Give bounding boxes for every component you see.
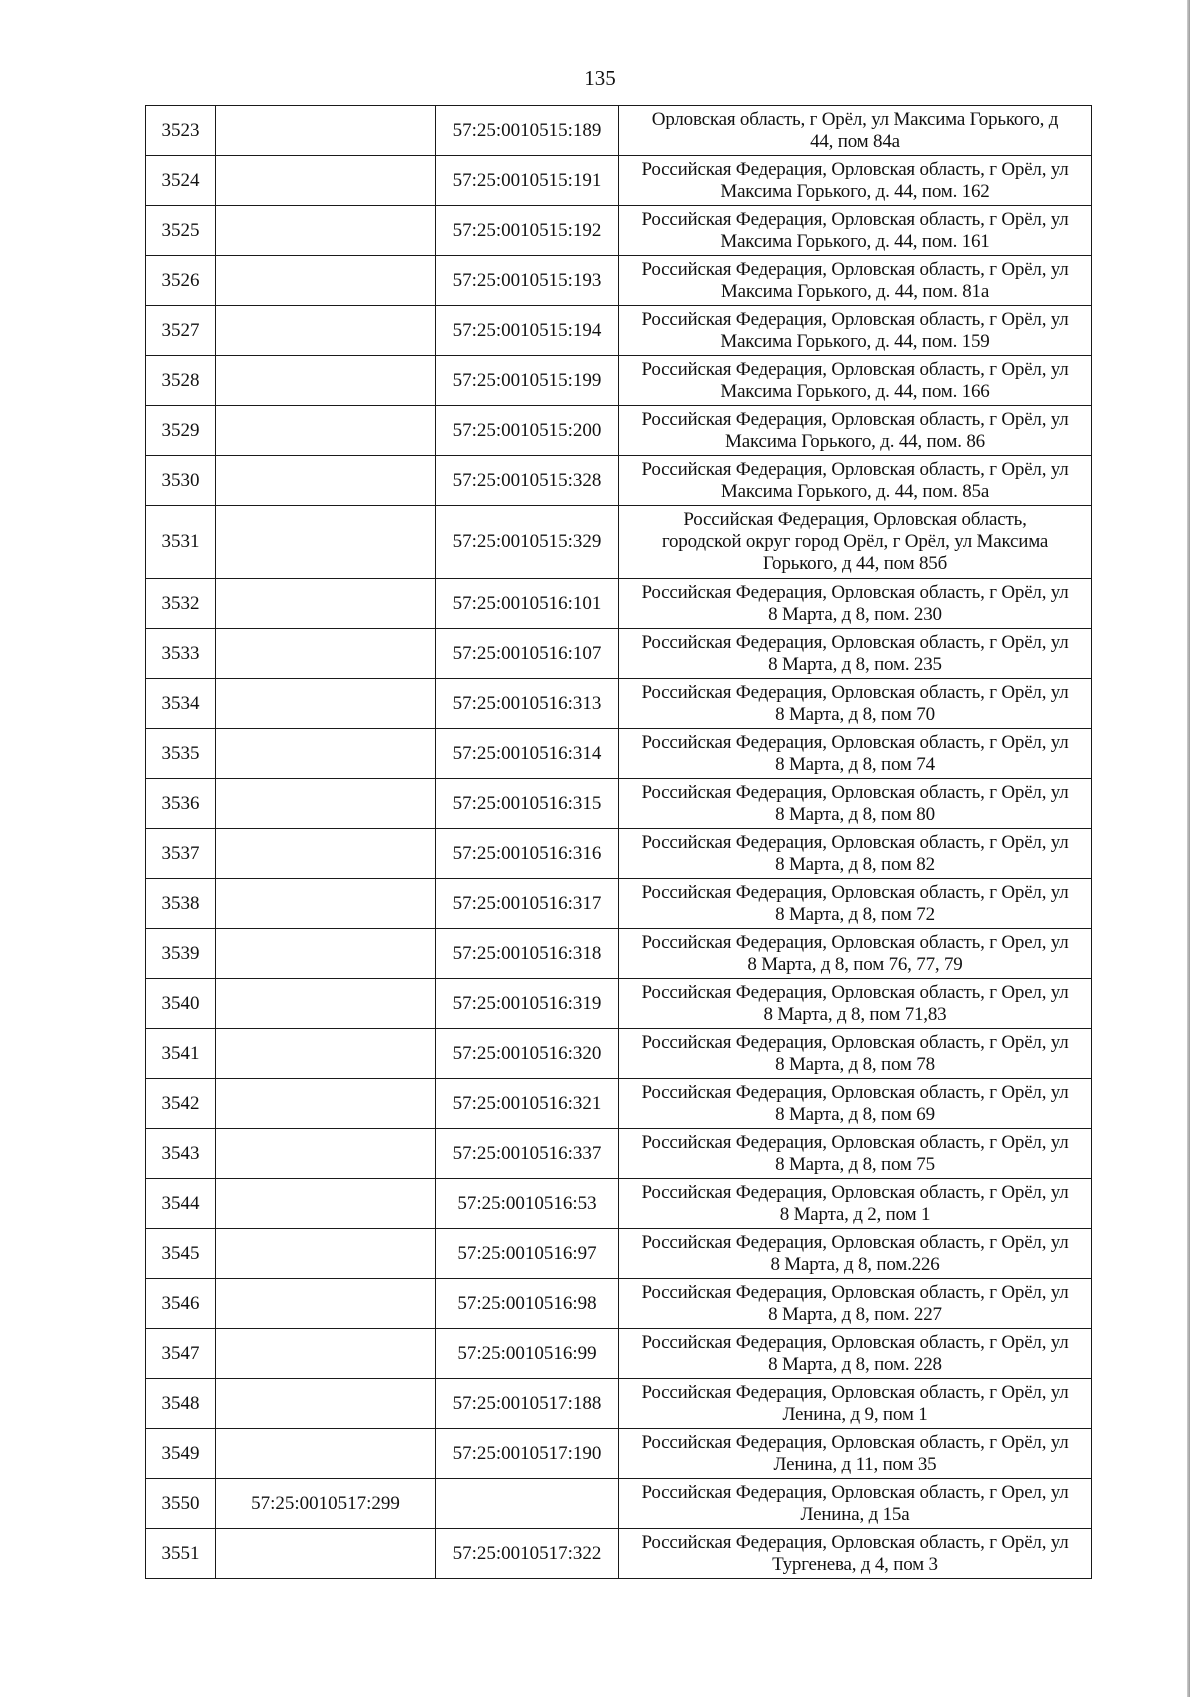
premises-cadastral-number-cell	[436, 1479, 619, 1529]
address-cell: Российская Федерация, Орловская область, г Орёл, ул Максима Горького, д. 44, пом. 81а	[619, 256, 1092, 306]
row-number-cell: 3537	[146, 829, 216, 879]
premises-cadastral-number-cell: 57:25:0010517:190	[436, 1429, 619, 1479]
address-cell: Российская Федерация, Орловская область, г Орел, ул Ленина, д 15а	[619, 1479, 1092, 1529]
premises-cadastral-number-cell: 57:25:0010516:319	[436, 979, 619, 1029]
row-number-cell: 3545	[146, 1229, 216, 1279]
premises-cadastral-number-cell: 57:25:0010516:99	[436, 1329, 619, 1379]
row-number-cell: 3527	[146, 306, 216, 356]
row-number-cell: 3528	[146, 356, 216, 406]
premises-cadastral-number-cell: 57:25:0010516:98	[436, 1279, 619, 1329]
address-cell: Российская Федерация, Орловская область, г Орёл, ул Максима Горького, д. 44, пом. 159	[619, 306, 1092, 356]
row-number-cell: 3525	[146, 206, 216, 256]
table-row	[146, 829, 1092, 879]
premises-cadastral-number-cell: 57:25:0010516:317	[436, 879, 619, 929]
cadastral-number-cell	[216, 729, 436, 779]
table-row	[146, 879, 1092, 929]
address-cell: Российская Федерация, Орловская область, г Орёл, ул Максима Горького, д. 44, пом. 166	[619, 356, 1092, 406]
row-number-cell: 3543	[146, 1129, 216, 1179]
cadastral-number-cell	[216, 1379, 436, 1429]
row-number-cell: 3530	[146, 456, 216, 506]
table-row	[146, 1529, 1092, 1579]
address-cell: Российская Федерация, Орловская область, г Орёл, ул 8 Марта, д 8, пом. 227	[619, 1279, 1092, 1329]
table-row	[146, 979, 1092, 1029]
premises-cadastral-number-cell: 57:25:0010515:193	[436, 256, 619, 306]
cadastral-number-cell	[216, 1179, 436, 1229]
table-row	[146, 1179, 1092, 1229]
row-number-cell: 3531	[146, 506, 216, 579]
premises-cadastral-number-cell: 57:25:0010515:189	[436, 106, 619, 156]
cadastral-number-cell	[216, 1329, 436, 1379]
address-cell: Российская Федерация, Орловская область, г Орёл, ул 8 Марта, д 8, пом.226	[619, 1229, 1092, 1279]
row-number-cell: 3541	[146, 1029, 216, 1079]
table-row	[146, 1429, 1092, 1479]
cadastral-number-cell	[216, 929, 436, 979]
table-row	[146, 1479, 1092, 1529]
address-cell: Российская Федерация, Орловская область, г Орёл, ул Максима Горького, д. 44, пом. 162	[619, 156, 1092, 206]
row-number-cell: 3546	[146, 1279, 216, 1329]
table-row	[146, 729, 1092, 779]
premises-cadastral-number-cell: 57:25:0010516:320	[436, 1029, 619, 1079]
address-cell: Российская Федерация, Орловская область, г Орёл, ул 8 Марта, д 8, пом 70	[619, 679, 1092, 729]
table-row	[146, 1279, 1092, 1329]
row-number-cell: 3542	[146, 1079, 216, 1129]
cadastral-number-cell: 57:25:0010517:299	[216, 1479, 436, 1529]
row-number-cell: 3533	[146, 629, 216, 679]
premises-cadastral-number-cell: 57:25:0010517:188	[436, 1379, 619, 1429]
scan-edge	[1187, 0, 1190, 1697]
premises-cadastral-number-cell: 57:25:0010516:107	[436, 629, 619, 679]
row-number-cell: 3532	[146, 579, 216, 629]
cadastral-number-cell	[216, 156, 436, 206]
table-row	[146, 929, 1092, 979]
cadastral-number-cell	[216, 406, 436, 456]
table-row	[146, 779, 1092, 829]
address-cell: Российская Федерация, Орловская область, г Орёл, ул 8 Марта, д 8, пом 80	[619, 779, 1092, 829]
address-cell: Российская Федерация, Орловская область, г Орёл, ул 8 Марта, д 8, пом. 228	[619, 1329, 1092, 1379]
table-row	[146, 679, 1092, 729]
address-cell: Российская Федерация, Орловская область, г Орёл, ул 8 Марта, д 8, пом 75	[619, 1129, 1092, 1179]
premises-cadastral-number-cell: 57:25:0010516:318	[436, 929, 619, 979]
premises-cadastral-number-cell: 57:25:0010517:322	[436, 1529, 619, 1579]
premises-cadastral-number-cell: 57:25:0010515:200	[436, 406, 619, 456]
address-cell: Российская Федерация, Орловская область, г Орёл, ул Максима Горького, д. 44, пом. 85а	[619, 456, 1092, 506]
row-number-cell: 3549	[146, 1429, 216, 1479]
cadastral-number-cell	[216, 629, 436, 679]
premises-cadastral-number-cell: 57:25:0010515:328	[436, 456, 619, 506]
row-number-cell: 3523	[146, 106, 216, 156]
address-cell: Российская Федерация, Орловская область, г Орёл, ул 8 Марта, д 8, пом 74	[619, 729, 1092, 779]
table-row	[146, 156, 1092, 206]
table-row	[146, 306, 1092, 356]
row-number-cell: 3551	[146, 1529, 216, 1579]
row-number-cell: 3536	[146, 779, 216, 829]
premises-cadastral-number-cell: 57:25:0010516:313	[436, 679, 619, 729]
page-number: 135	[584, 66, 616, 90]
table-row	[146, 356, 1092, 406]
premises-cadastral-number-cell: 57:25:0010516:321	[436, 1079, 619, 1129]
cadastral-number-cell	[216, 829, 436, 879]
address-cell: Российская Федерация, Орловская область, г Орёл, ул 8 Марта, д 8, пом 78	[619, 1029, 1092, 1079]
cadastral-number-cell	[216, 779, 436, 829]
table-row	[146, 256, 1092, 306]
row-number-cell: 3534	[146, 679, 216, 729]
table-row	[146, 579, 1092, 629]
address-cell: Российская Федерация, Орловская область, г Орел, ул 8 Марта, д 8, пом 71,83	[619, 979, 1092, 1029]
cadastral-number-cell	[216, 356, 436, 406]
cadastral-number-cell	[216, 306, 436, 356]
table-row	[146, 506, 1092, 579]
premises-cadastral-number-cell: 57:25:0010515:199	[436, 356, 619, 406]
cadastral-number-cell	[216, 106, 436, 156]
table-row	[146, 1079, 1092, 1129]
table-row	[146, 456, 1092, 506]
premises-cadastral-number-cell: 57:25:0010516:53	[436, 1179, 619, 1229]
address-cell: Российская Федерация, Орловская область, г Орёл, ул Ленина, д 9, пом 1	[619, 1379, 1092, 1429]
row-number-cell: 3550	[146, 1479, 216, 1529]
premises-cadastral-number-cell: 57:25:0010516:97	[436, 1229, 619, 1279]
row-number-cell: 3547	[146, 1329, 216, 1379]
table-row	[146, 629, 1092, 679]
row-number-cell: 3544	[146, 1179, 216, 1229]
cadastral-number-cell	[216, 1079, 436, 1129]
row-number-cell: 3538	[146, 879, 216, 929]
row-number-cell: 3526	[146, 256, 216, 306]
cadastral-number-cell	[216, 256, 436, 306]
address-cell: Российская Федерация, Орловская область, г Орёл, ул 8 Марта, д 8, пом 69	[619, 1079, 1092, 1129]
cadastral-number-cell	[216, 1529, 436, 1579]
cadastral-number-cell	[216, 879, 436, 929]
cadastral-number-cell	[216, 206, 436, 256]
row-number-cell: 3529	[146, 406, 216, 456]
premises-cadastral-number-cell: 57:25:0010516:314	[436, 729, 619, 779]
cadastral-number-cell	[216, 979, 436, 1029]
cadastral-number-cell	[216, 1279, 436, 1329]
row-number-cell: 3548	[146, 1379, 216, 1429]
address-cell: Российская Федерация, Орловская область, г Орёл, ул Максима Горького, д. 44, пом. 86	[619, 406, 1092, 456]
row-number-cell: 3539	[146, 929, 216, 979]
address-cell: Российская Федерация, Орловская область, г Орёл, ул Ленина, д 11, пом 35	[619, 1429, 1092, 1479]
cadastral-number-cell	[216, 1129, 436, 1179]
address-cell: Российская Федерация, Орловская область, г Орёл, ул 8 Марта, д 8, пом. 235	[619, 629, 1092, 679]
table-row	[146, 406, 1092, 456]
table-row	[146, 1379, 1092, 1429]
address-cell: Российская Федерация, Орловская область, г Орёл, ул 8 Марта, д 8, пом. 230	[619, 579, 1092, 629]
cadastral-number-cell	[216, 506, 436, 579]
premises-cadastral-number-cell: 57:25:0010516:337	[436, 1129, 619, 1179]
table-row	[146, 1329, 1092, 1379]
address-cell: Российская Федерация, Орловская область, г Орёл, ул 8 Марта, д 2, пом 1	[619, 1179, 1092, 1229]
address-cell: Российская Федерация, Орловская область, г Орёл, ул Тургенева, д 4, пом 3	[619, 1529, 1092, 1579]
address-cell: Российская Федерация, Орловская область, г Орёл, ул 8 Марта, д 8, пом 72	[619, 879, 1092, 929]
address-cell: Орловская область, г Орёл, ул Максима Горького, д 44, пом 84а	[619, 106, 1092, 156]
cadastral-number-cell	[216, 579, 436, 629]
premises-cadastral-number-cell: 57:25:0010516:316	[436, 829, 619, 879]
table-row	[146, 1129, 1092, 1179]
row-number-cell: 3524	[146, 156, 216, 206]
table-row	[146, 206, 1092, 256]
table-row	[146, 1229, 1092, 1279]
address-cell: Российская Федерация, Орловская область, городской округ город Орёл, г Орёл, ул Максима Горького, д 44, пом 85б	[619, 506, 1092, 579]
cadastral-number-cell	[216, 679, 436, 729]
premises-cadastral-number-cell: 57:25:0010515:329	[436, 506, 619, 579]
address-cell: Российская Федерация, Орловская область, г Орёл, ул Максима Горького, д. 44, пом. 161	[619, 206, 1092, 256]
premises-cadastral-number-cell: 57:25:0010515:192	[436, 206, 619, 256]
table-row	[146, 1029, 1092, 1079]
cadastral-number-cell	[216, 1429, 436, 1479]
cadastral-number-cell	[216, 456, 436, 506]
registry-table-body	[146, 106, 1092, 1579]
address-cell: Российская Федерация, Орловская область, г Орёл, ул 8 Марта, д 8, пом 82	[619, 829, 1092, 879]
row-number-cell: 3540	[146, 979, 216, 1029]
cadastral-number-cell	[216, 1029, 436, 1079]
registry-table	[145, 105, 1092, 1579]
row-number-cell: 3535	[146, 729, 216, 779]
cadastral-number-cell	[216, 1229, 436, 1279]
premises-cadastral-number-cell: 57:25:0010515:194	[436, 306, 619, 356]
premises-cadastral-number-cell: 57:25:0010516:101	[436, 579, 619, 629]
table-row	[146, 106, 1092, 156]
address-cell: Российская Федерация, Орловская область, г Орел, ул 8 Марта, д 8, пом 76, 77, 79	[619, 929, 1092, 979]
premises-cadastral-number-cell: 57:25:0010516:315	[436, 779, 619, 829]
premises-cadastral-number-cell: 57:25:0010515:191	[436, 156, 619, 206]
